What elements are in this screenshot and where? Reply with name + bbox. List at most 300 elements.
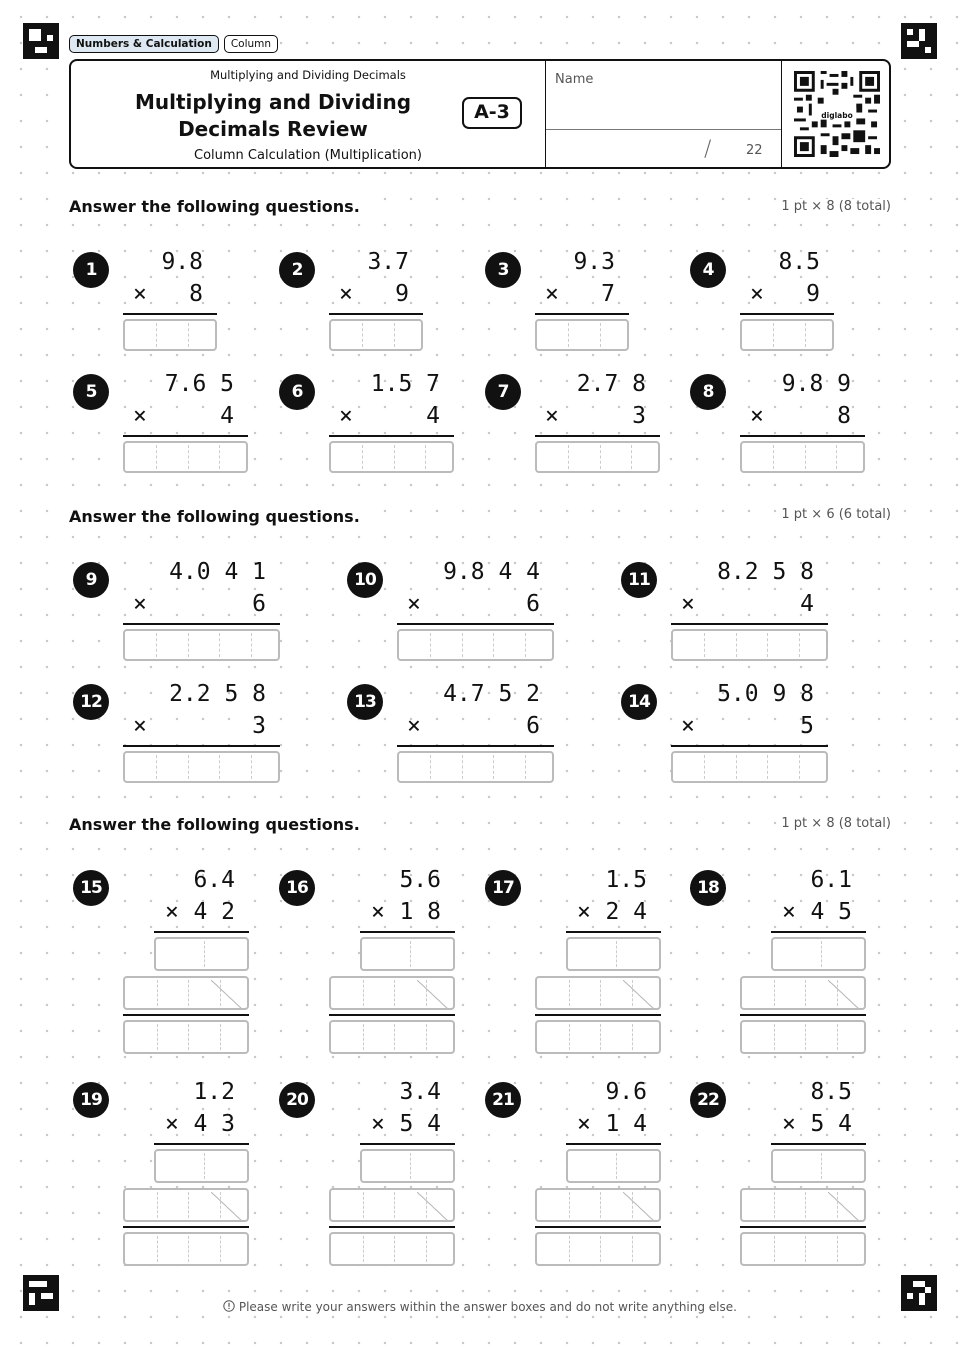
multiplication-problem	[123, 369, 248, 439]
problem-number: 3	[485, 252, 521, 288]
partial-product-box-2[interactable]	[123, 1188, 249, 1222]
multiplication-problem	[535, 247, 629, 317]
problem-rule	[397, 623, 554, 625]
final-answer-box[interactable]	[740, 1020, 866, 1054]
answer-box[interactable]	[535, 319, 629, 351]
skip-cell-slash	[828, 1192, 860, 1222]
answer-box[interactable]	[671, 629, 828, 661]
answer-cell-divider	[425, 445, 426, 469]
multiplier: 4 2	[193, 899, 235, 925]
answer-cell-divider	[220, 1236, 221, 1262]
multiplier: 4	[426, 403, 440, 429]
answer-cell-divider	[394, 1192, 395, 1218]
partial-product-box-1[interactable]	[154, 937, 249, 971]
section-3-points: 1 pt × 8 (8 total)	[781, 816, 891, 831]
problem-rule	[397, 745, 554, 747]
answer-cell-divider	[156, 755, 157, 779]
answer-cell-divider	[525, 633, 526, 657]
answer-cell-divider	[188, 445, 189, 469]
multiplier: 5	[800, 713, 814, 739]
answer-box[interactable]	[740, 319, 834, 351]
answer-cell-divider	[704, 755, 705, 779]
footer-text: Please write your answers within the answer boxes and do not write anything else.	[238, 1300, 737, 1314]
answer-cell-divider	[600, 1236, 601, 1262]
multiply-sign: ×	[577, 899, 591, 925]
multiplication-problem	[123, 557, 280, 627]
partial-product-box-1[interactable]	[771, 1149, 866, 1183]
answer-cell-divider	[805, 1024, 806, 1050]
answer-cell-divider	[204, 1153, 205, 1179]
multiplier: 9	[395, 281, 409, 307]
partial-product-box-2[interactable]	[740, 976, 866, 1010]
problem-rule	[123, 435, 248, 437]
multiplication-problem	[329, 369, 454, 439]
multiplier: 3	[252, 713, 266, 739]
skip-cell-slash	[417, 980, 449, 1010]
multiplication-problem	[123, 1077, 249, 1147]
problem-rule	[535, 435, 660, 437]
answer-cell-divider	[219, 633, 220, 657]
answer-cell-divider	[426, 1236, 427, 1262]
multiplication-problem	[397, 679, 554, 749]
answer-cell-divider	[156, 323, 157, 347]
answer-cell-divider	[426, 1024, 427, 1050]
problem-number: 14	[621, 684, 657, 720]
multiplier: 6	[252, 591, 266, 617]
sum-rule	[740, 1014, 866, 1016]
sum-rule	[123, 1014, 249, 1016]
multiplicand: 9.3	[573, 249, 615, 275]
answer-cell-divider	[156, 445, 157, 469]
answer-cell-divider	[805, 445, 806, 469]
answer-cell-divider	[600, 1192, 601, 1218]
multiplier: 3	[632, 403, 646, 429]
answer-cell-divider	[799, 633, 800, 657]
corner-marker-top-left	[23, 23, 59, 59]
final-answer-box[interactable]	[535, 1232, 661, 1266]
multiplicand: 2.7 8	[576, 371, 646, 397]
multiplication-problem	[397, 557, 554, 627]
answer-box[interactable]	[123, 319, 217, 351]
multiplicand: 6.4	[193, 867, 235, 893]
answer-cell-divider	[394, 980, 395, 1006]
problem-rule	[360, 1143, 455, 1145]
multiply-sign: ×	[371, 1111, 385, 1137]
multiplication-problem	[535, 369, 660, 439]
multiplier: 2 4	[605, 899, 647, 925]
section-1-title: Answer the following questions.	[69, 197, 366, 216]
multiply-sign: ×	[750, 281, 764, 307]
partial-product-box-1[interactable]	[566, 1149, 661, 1183]
partial-product-box-1[interactable]	[360, 937, 455, 971]
final-answer-box[interactable]	[123, 1232, 249, 1266]
multiplier: 4	[220, 403, 234, 429]
answer-cell-divider	[157, 1024, 158, 1050]
multiply-sign: ×	[681, 591, 695, 617]
skip-cell-slash	[623, 1192, 655, 1222]
answer-cell-divider	[773, 323, 774, 347]
skip-cell-slash	[211, 980, 243, 1010]
info-circle-icon	[223, 1300, 235, 1312]
multiplication-problem	[123, 865, 249, 935]
multiplication-problem	[535, 865, 661, 935]
calculation-type: Column Calculation (Multiplication)	[194, 148, 422, 163]
problem-rule	[329, 313, 423, 315]
header-title-block	[71, 61, 545, 167]
answer-cell-divider	[493, 633, 494, 657]
answer-cell-divider	[363, 1236, 364, 1262]
name-divider	[546, 129, 781, 130]
problem-rule	[771, 931, 866, 933]
answer-cell-divider	[632, 1024, 633, 1050]
answer-cell-divider	[394, 323, 395, 347]
problem-number: 6	[279, 374, 315, 410]
multiplication-problem	[740, 865, 866, 935]
answer-cell-divider	[394, 445, 395, 469]
answer-cell-divider	[430, 633, 431, 657]
sum-rule	[329, 1226, 455, 1228]
partial-product-box-2[interactable]	[329, 976, 455, 1010]
problem-number: 22	[690, 1082, 726, 1118]
multiplicand: 8.5	[810, 1079, 852, 1105]
answer-cell-divider	[157, 1192, 158, 1218]
problem-number: 21	[485, 1082, 521, 1118]
partial-product-box-2[interactable]	[123, 976, 249, 1010]
multiply-sign: ×	[339, 403, 353, 429]
answer-box[interactable]	[535, 441, 660, 473]
multiplicand: 5.6	[399, 867, 441, 893]
multiplier: 6	[526, 591, 540, 617]
problem-rule	[123, 313, 217, 315]
sum-rule	[123, 1226, 249, 1228]
answer-cell-divider	[569, 1024, 570, 1050]
answer-cell-divider	[569, 980, 570, 1006]
problem-number: 11	[621, 562, 657, 598]
problem-rule	[740, 313, 834, 315]
answer-cell-divider	[805, 1236, 806, 1262]
answer-cell-divider	[836, 445, 837, 469]
answer-cell-divider	[837, 1236, 838, 1262]
answer-cell-divider	[821, 1153, 822, 1179]
skip-cell-slash	[623, 980, 655, 1010]
qr-label: diglabo	[821, 111, 853, 120]
name-score-block	[545, 61, 781, 167]
answer-cell-divider	[774, 1192, 775, 1218]
multiplicand: 9.8 9	[781, 371, 851, 397]
multiplication-problem	[329, 865, 455, 935]
multiplicand: 4.7 5 2	[443, 681, 540, 707]
partial-product-box-2[interactable]	[740, 1188, 866, 1222]
answer-cell-divider	[569, 1236, 570, 1262]
multiplicand: 1.5	[605, 867, 647, 893]
corner-marker-top-right	[901, 23, 937, 59]
multiply-sign: ×	[339, 281, 353, 307]
answer-cell-divider	[736, 633, 737, 657]
multiply-sign: ×	[133, 591, 147, 617]
final-answer-box[interactable]	[123, 1020, 249, 1054]
partial-product-box-1[interactable]	[360, 1149, 455, 1183]
answer-cell-divider	[363, 1192, 364, 1218]
answer-cell-divider	[736, 755, 737, 779]
answer-cell-divider	[805, 1192, 806, 1218]
answer-cell-divider	[157, 1236, 158, 1262]
multiply-sign: ×	[165, 899, 179, 925]
skip-cell-slash	[211, 1192, 243, 1222]
answer-box[interactable]	[123, 629, 280, 661]
category-tags	[69, 35, 278, 53]
problem-rule	[123, 623, 280, 625]
problem-number: 2	[279, 252, 315, 288]
answer-box[interactable]	[123, 441, 248, 473]
multiplication-problem	[740, 369, 865, 439]
multiply-sign: ×	[165, 1111, 179, 1137]
multiplier: 5 4	[810, 1111, 852, 1137]
problem-number: 10	[347, 562, 383, 598]
final-answer-box[interactable]	[740, 1232, 866, 1266]
multiplication-problem	[123, 679, 280, 749]
answer-cell-divider	[631, 445, 632, 469]
multiplier: 5 4	[399, 1111, 441, 1137]
partial-product-box-1[interactable]	[771, 937, 866, 971]
multiplicand: 1.2	[193, 1079, 235, 1105]
problem-number: 5	[73, 374, 109, 410]
problem-rule	[535, 313, 629, 315]
tag-category[interactable]: Numbers & Calculation	[69, 35, 219, 53]
multiply-sign: ×	[782, 899, 796, 925]
partial-product-box-1[interactable]	[566, 937, 661, 971]
problem-rule	[771, 1143, 866, 1145]
answer-cell-divider	[362, 323, 363, 347]
multiplication-problem	[123, 247, 217, 317]
multiplier: 8	[189, 281, 203, 307]
answer-cell-divider	[462, 633, 463, 657]
problem-number: 16	[279, 870, 315, 906]
problem-number: 9	[73, 562, 109, 598]
problem-rule	[740, 435, 865, 437]
partial-product-box-2[interactable]	[329, 1188, 455, 1222]
footer-note	[0, 1300, 960, 1314]
answer-box[interactable]	[397, 629, 554, 661]
multiply-sign: ×	[407, 713, 421, 739]
multiplicand: 3.4	[399, 1079, 441, 1105]
multiply-sign: ×	[681, 713, 695, 739]
problem-rule	[123, 745, 280, 747]
section-2-points: 1 pt × 6 (6 total)	[781, 507, 891, 522]
score-slash: /	[704, 137, 712, 162]
answer-cell-divider	[251, 633, 252, 657]
answer-cell-divider	[600, 323, 601, 347]
answer-cell-divider	[805, 323, 806, 347]
answer-cell-divider	[219, 445, 220, 469]
multiplier: 4	[800, 591, 814, 617]
answer-cell-divider	[188, 633, 189, 657]
problem-number: 17	[485, 870, 521, 906]
answer-cell-divider	[600, 1024, 601, 1050]
problem-number: 15	[73, 870, 109, 906]
problem-rule	[360, 931, 455, 933]
multiplier: 1 8	[399, 899, 441, 925]
answer-cell-divider	[410, 941, 411, 967]
answer-cell-divider	[363, 980, 364, 1006]
multiplier: 4 3	[193, 1111, 235, 1137]
multiply-sign: ×	[133, 281, 147, 307]
answer-cell-divider	[363, 1024, 364, 1050]
answer-cell-divider	[188, 1236, 189, 1262]
multiply-sign: ×	[371, 899, 385, 925]
answer-cell-divider	[600, 445, 601, 469]
answer-cell-divider	[774, 980, 775, 1006]
answer-cell-divider	[188, 980, 189, 1006]
final-answer-box[interactable]	[535, 1020, 661, 1054]
answer-cell-divider	[204, 941, 205, 967]
answer-cell-divider	[462, 755, 463, 779]
answer-cell-divider	[188, 1024, 189, 1050]
answer-cell-divider	[219, 755, 220, 779]
answer-cell-divider	[394, 1024, 395, 1050]
sum-rule	[740, 1226, 866, 1228]
answer-cell-divider	[188, 323, 189, 347]
section-1-points: 1 pt × 8 (8 total)	[781, 199, 891, 214]
tag-format[interactable]: Column	[224, 35, 278, 53]
answer-cell-divider	[616, 1153, 617, 1179]
answer-cell-divider	[799, 755, 800, 779]
problem-rule	[329, 435, 454, 437]
problem-number: 8	[690, 374, 726, 410]
problem-number: 13	[347, 684, 383, 720]
answer-cell-divider	[704, 633, 705, 657]
multiplicand: 8.5	[778, 249, 820, 275]
answer-cell-divider	[821, 941, 822, 967]
answer-cell-divider	[220, 1024, 221, 1050]
multiplier: 6	[526, 713, 540, 739]
answer-cell-divider	[394, 1236, 395, 1262]
multiplicand: 3.7	[367, 249, 409, 275]
multiply-sign: ×	[133, 713, 147, 739]
answer-cell-divider	[600, 980, 601, 1006]
answer-cell-divider	[525, 755, 526, 779]
answer-cell-divider	[767, 633, 768, 657]
answer-box[interactable]	[397, 751, 554, 783]
problem-number: 1	[73, 252, 109, 288]
answer-cell-divider	[568, 323, 569, 347]
qr-block	[781, 61, 891, 167]
sum-rule	[329, 1014, 455, 1016]
problem-rule	[566, 1143, 661, 1145]
answer-box[interactable]	[329, 319, 423, 351]
answer-cell-divider	[837, 1024, 838, 1050]
partial-product-box-2[interactable]	[535, 976, 661, 1010]
answer-cell-divider	[569, 1192, 570, 1218]
page-title: Multiplying and Dividing Decimals Review	[134, 90, 412, 141]
answer-cell-divider	[410, 1153, 411, 1179]
problem-number: 19	[73, 1082, 109, 1118]
score-total: 22	[746, 143, 763, 158]
answer-cell-divider	[805, 980, 806, 1006]
answer-box[interactable]	[671, 751, 828, 783]
multiplicand: 4.0 4 1	[169, 559, 266, 585]
answer-cell-divider	[767, 755, 768, 779]
worksheet-header	[69, 59, 891, 169]
multiplier: 8	[837, 403, 851, 429]
problem-number: 20	[279, 1082, 315, 1118]
multiplier: 9	[806, 281, 820, 307]
final-answer-box[interactable]	[329, 1232, 455, 1266]
answer-cell-divider	[251, 755, 252, 779]
multiplier: 4 5	[810, 899, 852, 925]
multiplicand: 1.5 7	[370, 371, 440, 397]
multiplication-problem	[329, 247, 423, 317]
skip-cell-slash	[417, 1192, 449, 1222]
multiplicand: 8.2 5 8	[717, 559, 814, 585]
partial-product-box-2[interactable]	[535, 1188, 661, 1222]
answer-box[interactable]	[329, 441, 454, 473]
sum-rule	[535, 1226, 661, 1228]
problem-rule	[566, 931, 661, 933]
multiplication-problem	[535, 1077, 661, 1147]
multiplicand: 6.1	[810, 867, 852, 893]
multiply-sign: ×	[545, 403, 559, 429]
multiplicand: 5.0 9 8	[717, 681, 814, 707]
name-label: Name	[555, 72, 594, 87]
multiplication-problem	[671, 557, 828, 627]
answer-cell-divider	[156, 633, 157, 657]
multiplicand: 9.8 4 4	[443, 559, 540, 585]
multiplicand: 7.6 5	[164, 371, 234, 397]
multiplication-problem	[740, 1077, 866, 1147]
answer-cell-divider	[774, 1236, 775, 1262]
multiply-sign: ×	[407, 591, 421, 617]
problem-number: 12	[73, 684, 109, 720]
answer-cell-divider	[493, 755, 494, 779]
answer-cell-divider	[773, 445, 774, 469]
header-subtitle: Multiplying and Dividing Decimals	[210, 68, 406, 82]
problem-number: 4	[690, 252, 726, 288]
sum-rule	[535, 1014, 661, 1016]
multiply-sign: ×	[577, 1111, 591, 1137]
answer-cell-divider	[568, 445, 569, 469]
problem-rule	[671, 623, 828, 625]
multiply-sign: ×	[782, 1111, 796, 1137]
answer-cell-divider	[632, 1236, 633, 1262]
multiply-sign: ×	[133, 403, 147, 429]
final-answer-box[interactable]	[329, 1020, 455, 1054]
section-3-title: Answer the following questions.	[69, 815, 366, 834]
problem-number: 7	[485, 374, 521, 410]
problem-rule	[154, 1143, 249, 1145]
partial-product-box-1[interactable]	[154, 1149, 249, 1183]
multiplicand: 2.2 5 8	[169, 681, 266, 707]
problem-rule	[154, 931, 249, 933]
answer-cell-divider	[362, 445, 363, 469]
multiply-sign: ×	[545, 281, 559, 307]
problem-rule	[671, 745, 828, 747]
multiplier: 1 4	[605, 1111, 647, 1137]
answer-cell-divider	[616, 941, 617, 967]
answer-cell-divider	[188, 1192, 189, 1218]
multiply-sign: ×	[750, 403, 764, 429]
answer-cell-divider	[188, 755, 189, 779]
multiplication-problem	[671, 679, 828, 749]
multiplication-problem	[329, 1077, 455, 1147]
worksheet-code-badge: A-3	[462, 97, 522, 129]
answer-cell-divider	[430, 755, 431, 779]
problem-number: 18	[690, 870, 726, 906]
multiplicand: 9.6	[605, 1079, 647, 1105]
section-2-title: Answer the following questions.	[69, 507, 366, 526]
multiplication-problem	[740, 247, 834, 317]
answer-box[interactable]	[123, 751, 280, 783]
answer-box[interactable]	[740, 441, 865, 473]
